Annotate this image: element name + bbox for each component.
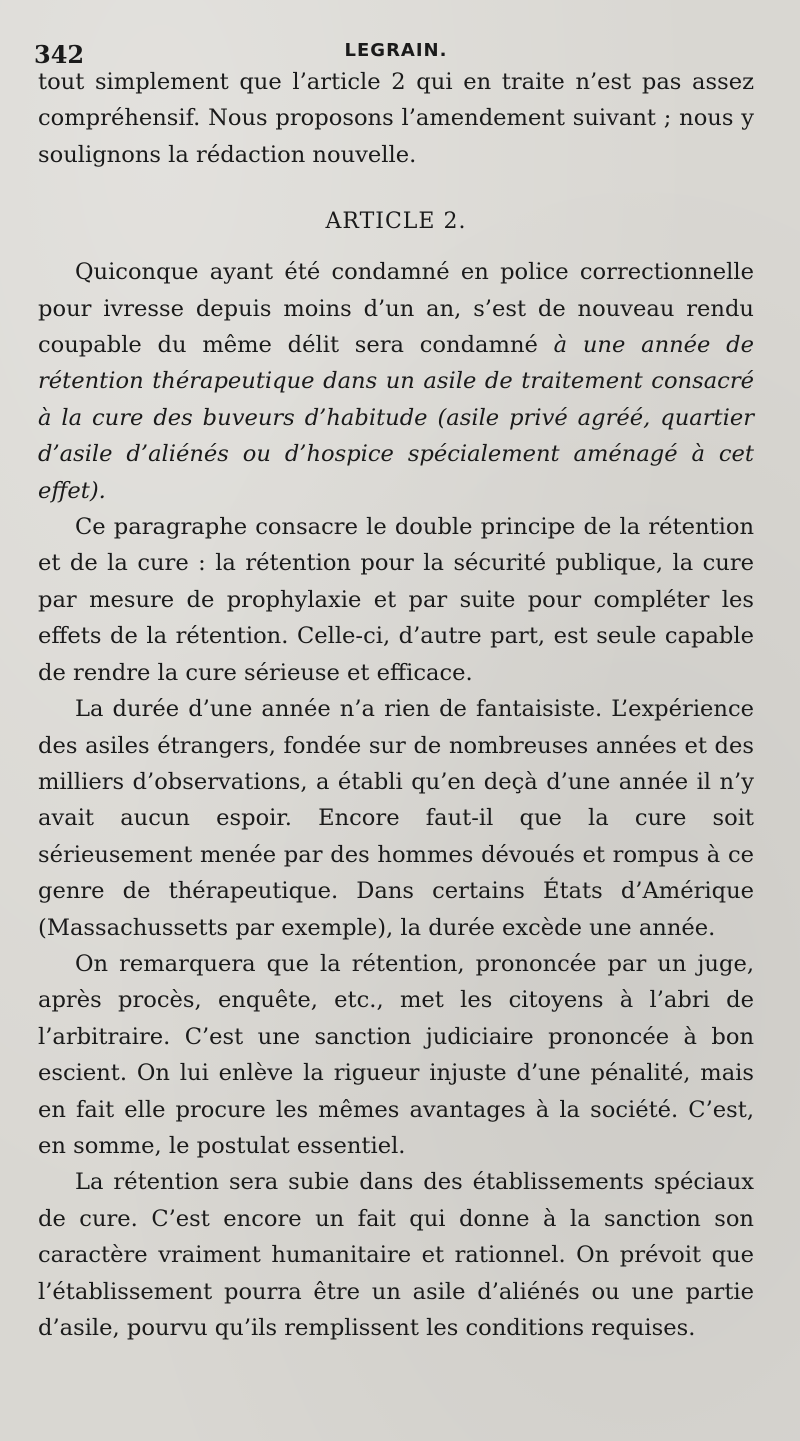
body-paragraph-3: On remarquera que la rétention, prononcée par un juge, après procès, enquête, etc., met les citoyens à l’abri de l’arbitraire. C’est une sanction judiciaire prononcée à bon escient. On lui enlève la rigueur injuste d’une pénalité, mais en fait elle procure les mêmes avantages à la société. C’est, en somme, le postulat essentiel. xyxy=(38,950,754,1159)
intro-paragraph: tout simplement que l’article 2 qui en traite n’est pas assez compréhensif. Nous proposons l’amendement suivant ; nous y soulignons la rédaction nouvelle. xyxy=(38,69,754,168)
running-head xyxy=(34,30,754,69)
article-paragraph xyxy=(38,254,754,509)
article-heading: ARTICLE 2. xyxy=(325,209,467,235)
body-paragraph-1: Ce paragraphe consacre le double principe de la rétention et de la cure : la rétention pour la sécurité publique, la cure par mesure de prophylaxie et par suite pour compléter les effets de la rétention. Celle-ci, d’autre part, est seule capable de rendre la cure sérieuse et efficace. xyxy=(38,514,754,686)
body-paragraph-4: La rétention sera subie dans des établissements spéciaux de cure. C’est encore un fait qui donne à la sanction son caractère vraiment humanitaire et rationnel. On prévoit que l’établissement pourra être un asile d’aliénés ou une partie d’asile, pourvu qu’ils remplissent les conditions requises. xyxy=(38,1169,754,1341)
article-text-italic: à une année de rétention thérapeutique dans un asile de traitement consacré à la cure des buveurs d’habitude (asile privé agréé, quartier d’asile d’aliénés ou d’hospice spécialement aménagé à cet effet). xyxy=(38,332,754,504)
article-text-plain: Quiconque ayant été condamné en police correctionnelle pour ivresse depuis moins d’un an, s’est de nouveau rendu coupable du même délit sera condamné xyxy=(38,259,754,359)
body-paragraph-2: La durée d’une année n’a rien de fantaisiste. L’expérience des asiles étrangers, fondée sur de nombreuses années et des milliers d’observations, a établi qu’en deçà d’une année il n’y avait aucun espoir. Encore faut-il que la cure soit sérieusement menée par des hommes dévoués et rompus à ce genre de thérapeutique. Dans certains États d’Amérique (Massachussetts par exemple), la durée excède une année. xyxy=(38,696,754,941)
running-title: LEGRAIN. xyxy=(344,40,448,61)
page-number: 342 xyxy=(34,40,85,69)
